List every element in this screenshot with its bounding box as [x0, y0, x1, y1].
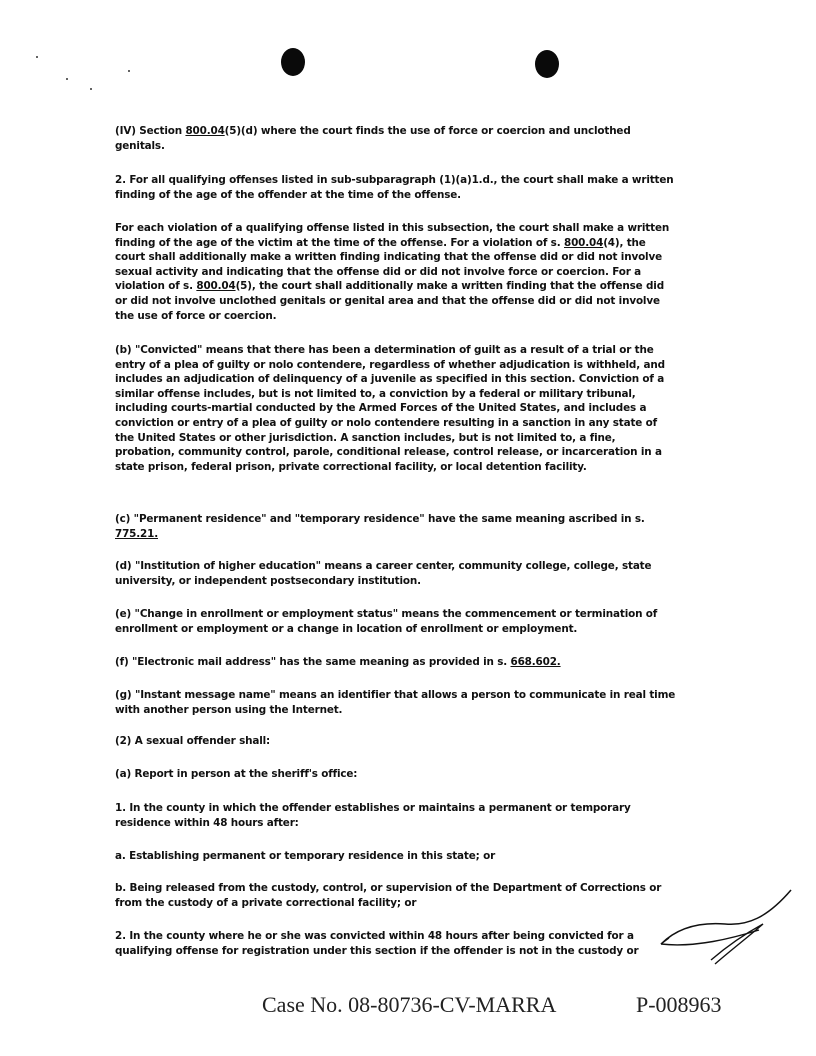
paragraph-text: (5), the court shall additionally make a written finding that the offense did or did not involve unclothed genitals or genital area and that the offense did or did not involve the use of force or coercion. — [115, 280, 664, 322]
punch-hole-right — [535, 50, 559, 78]
scan-speck — [90, 88, 92, 90]
statute-reference: 800.04 — [564, 236, 604, 249]
statute-reference: 800.04 — [185, 125, 225, 137]
para-b-convicted — [115, 343, 677, 474]
scan-speck — [36, 56, 38, 58]
para-a-report — [115, 767, 677, 782]
paragraph-text: 2. For all qualifying offenses listed in sub-subparagraph (1)(a)1.d., the court shall make a written finding of the age of the offender at the time of the offense. — [115, 174, 674, 201]
para-2-convicted-county — [115, 929, 677, 958]
para-each-violation — [115, 221, 677, 323]
para-1-county — [115, 801, 677, 830]
paragraph-text: (c) "Permanent residence" and "temporary residence" have the same meaning ascribed in s. — [115, 513, 645, 525]
case-number: Case No. 08-80736-CV-MARRA — [262, 992, 557, 1017]
paragraph-text: (d) "Institution of higher education" means a career center, community college, college, state university, or independent postsecondary institution. — [115, 560, 652, 587]
para-2 — [115, 173, 677, 202]
scan-speck — [128, 70, 130, 72]
punch-hole-left — [281, 48, 305, 76]
statute-reference: 800.04 — [196, 280, 236, 293]
para-c-residence — [115, 512, 677, 541]
paragraph-text: (f) "Electronic mail address" has the same meaning as provided in s. — [115, 656, 511, 668]
para-iv — [115, 124, 677, 153]
statute-reference: 775.21. — [115, 527, 158, 540]
paragraph-text: (a) Report in person at the sheriff's office: — [115, 768, 358, 780]
paragraph-text: (e) "Change in enrollment or employment status" means the commencement or termination of enrollment or employment or a change in location of enrollment or employment. — [115, 608, 658, 635]
para-b-released — [115, 881, 677, 910]
paragraph-text: (5)(d) where the court finds the use of force or coercion and unclothed genitals. — [115, 125, 631, 152]
paragraph-text: For each violation of a qualifying offense listed in this subsection, the court shall make a written finding of the age of the victim at the time of the offense. For a violation of s. — [115, 222, 670, 249]
para-e-enrollment — [115, 607, 677, 636]
para-a-establishing — [115, 849, 677, 864]
page-id: P-008963 — [636, 992, 722, 1017]
paragraph-text: 1. In the county in which the offender establishes or maintains a permanent or temporary residence within 48 hours after: — [115, 802, 631, 829]
handwritten-signature — [655, 888, 805, 968]
para-2-sexual-offender — [115, 734, 677, 749]
paragraph-text: (g) "Instant message name" means an identifier that allows a person to communicate in real time with another person using the Internet. — [115, 689, 676, 716]
para-f-email — [115, 655, 677, 670]
paragraph-text: (IV) Section — [115, 125, 186, 137]
paragraph-text: 2. In the county where he or she was convicted within 48 hours after being convicted for a qualifying offense for registration under this section if the offender is not in the custody or — [115, 930, 639, 957]
paragraph-text: (4), the court shall additionally make a written finding indicating that the offense did or did not involve sexual activity and indicating that the offense did or did not involve force or coercion. For a violation of s. — [115, 236, 662, 293]
paragraph-text: (b) "Convicted" means that there has been a determination of guilt as a result of a trial or the entry of a plea of guilty or nolo contendere, regardless of whether adjudication is withheld, and includes an adjudication of delinquency of a juvenile as specified in this section. Conviction of a similar offense includes, but is not limited to, a conviction by a federal or military tribunal, including courts-martial conducted by the Armed Forces of the United States, and includes a conviction or entry of a plea of guilty or nolo contendere resulting in a sanction in any state of the United States or other jurisdiction. A sanction includes, but is not limited to, a fine, probation, community control, parole, conditional release, control release, or incarceration in a state prison, federal prison, private correctional facility, or local detention facility. — [115, 344, 665, 473]
para-g-instant-message — [115, 688, 677, 717]
paragraph-text: (2) A sexual offender shall: — [115, 735, 271, 747]
para-d-higher-education — [115, 559, 677, 588]
scan-speck — [66, 78, 68, 80]
statute-reference: 668.602. — [510, 656, 561, 668]
paragraph-text: b. Being released from the custody, control, or supervision of the Department of Corrections or from the custody of a private correctional facility; or — [115, 882, 662, 909]
paragraph-text: a. Establishing permanent or temporary residence in this state; or — [115, 850, 496, 862]
